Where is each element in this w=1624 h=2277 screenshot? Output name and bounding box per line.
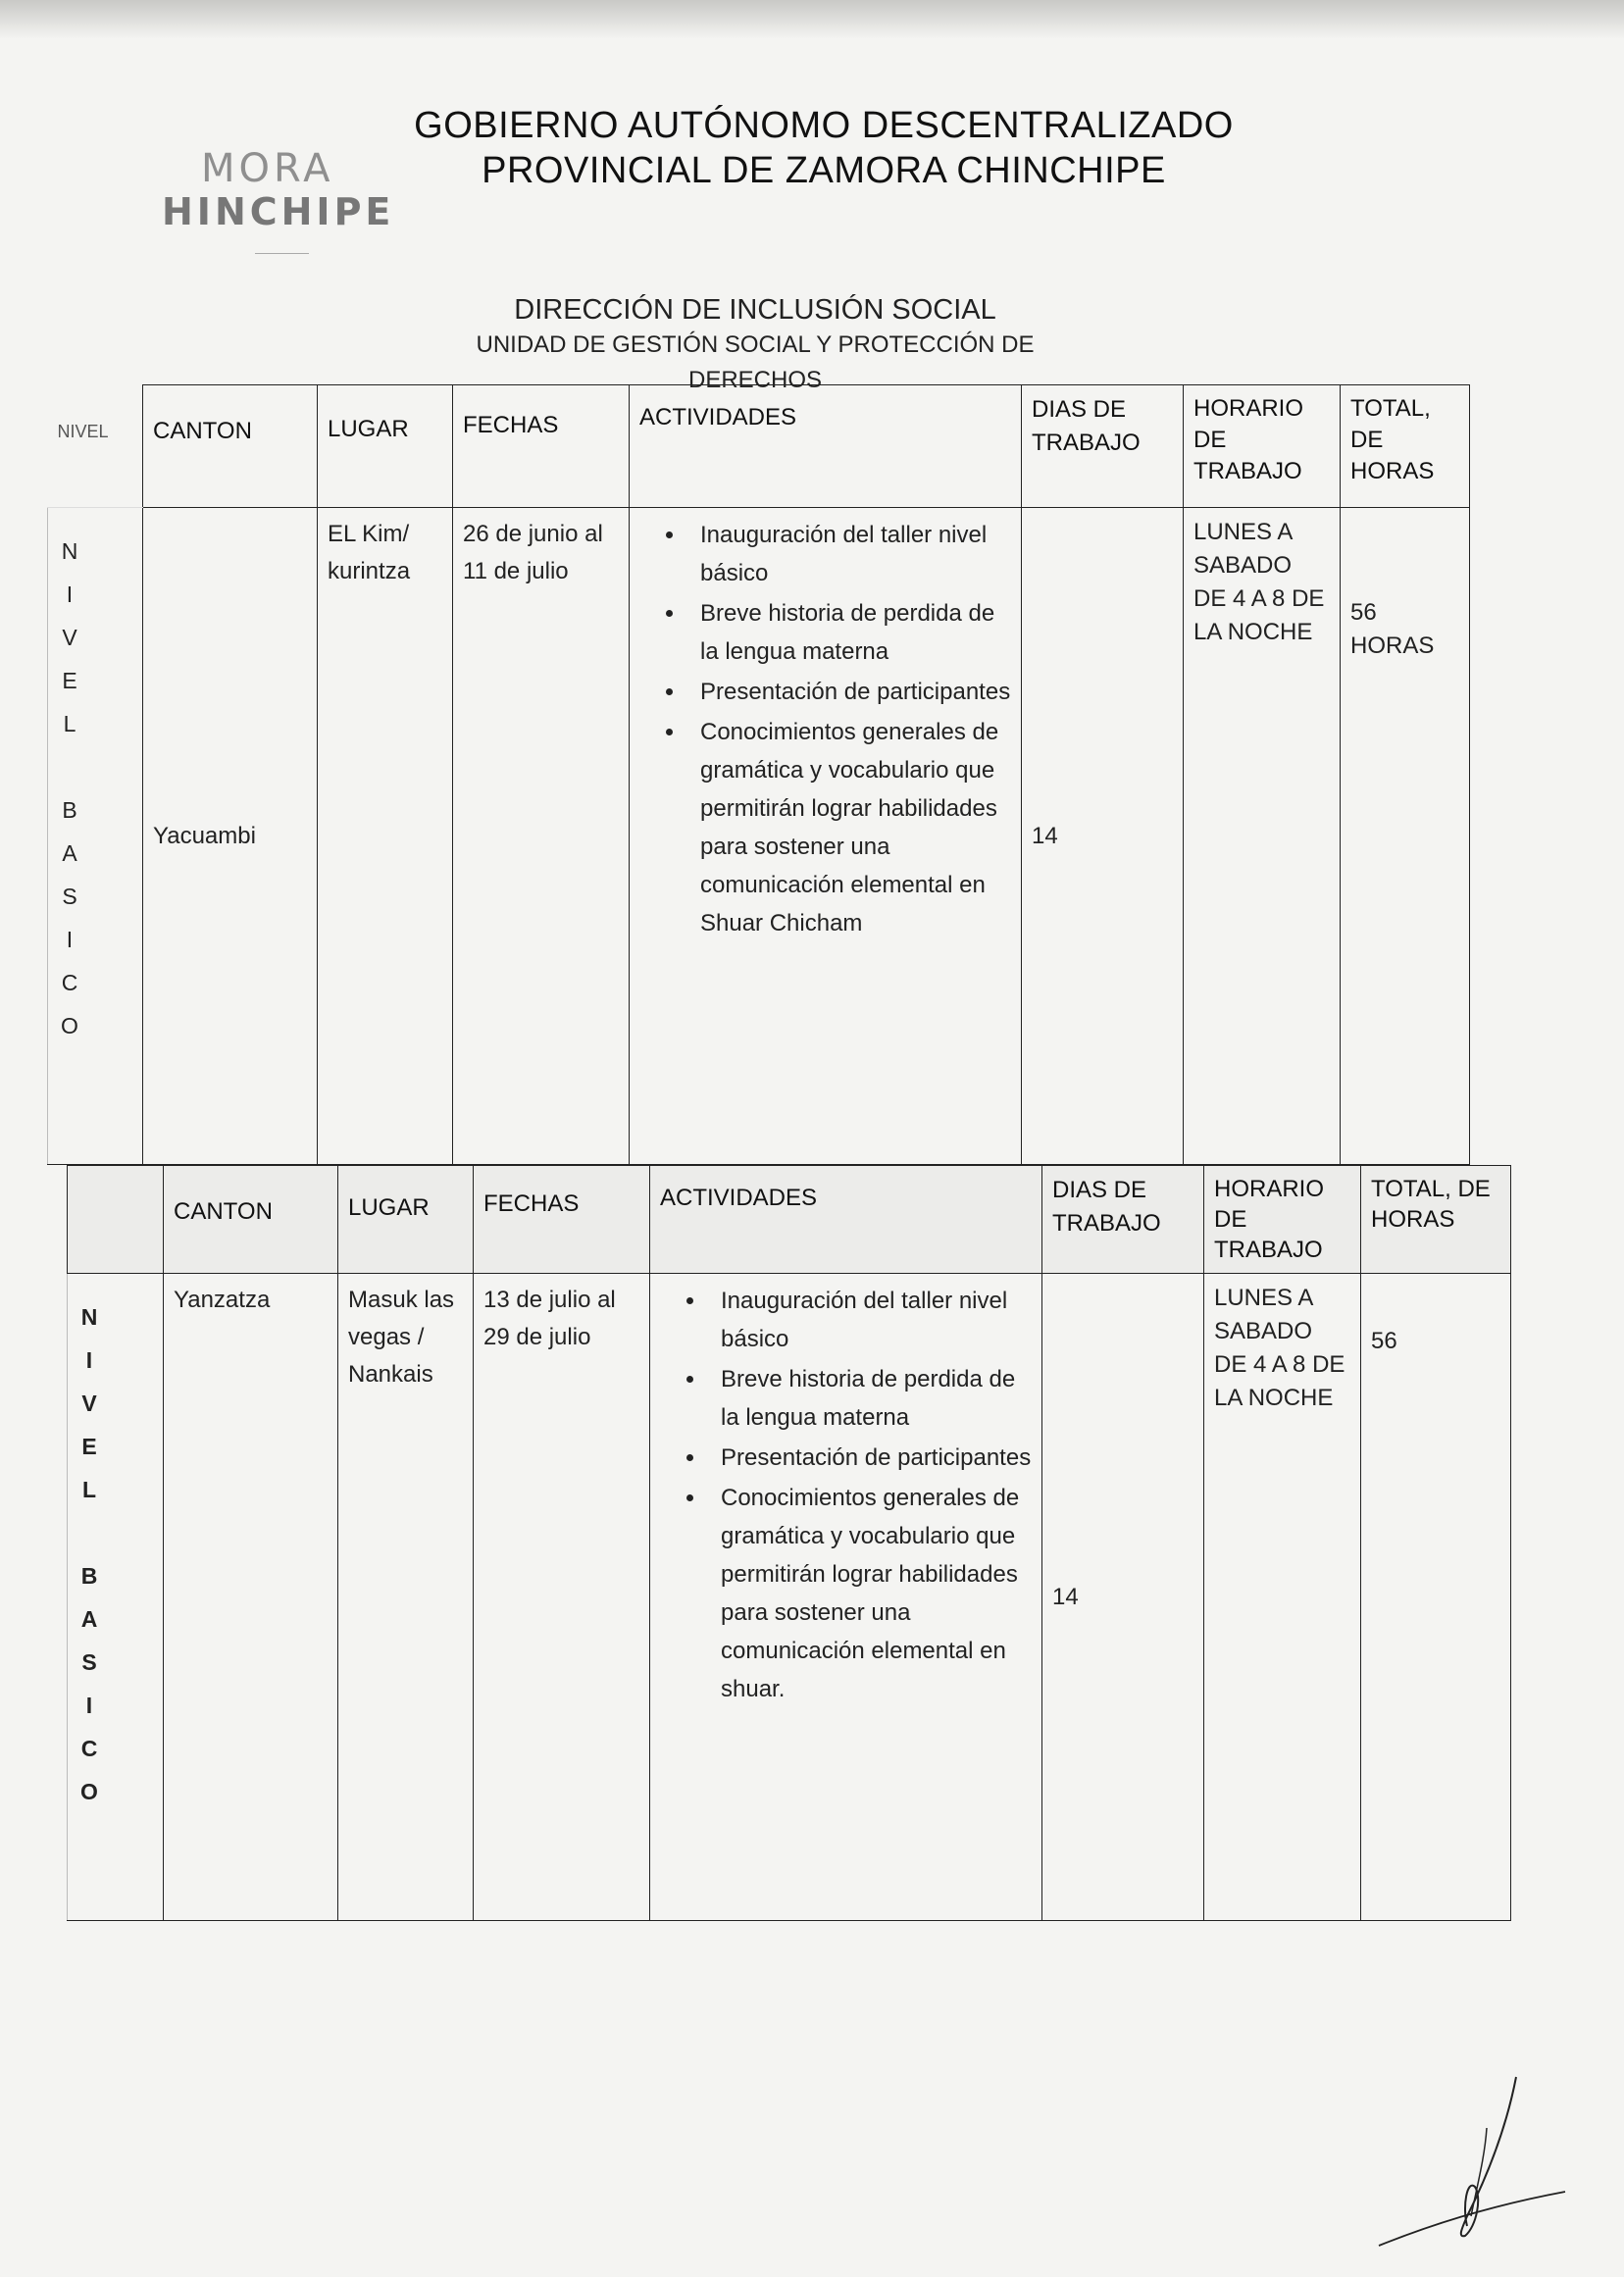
canton-cell: Yacuambi (143, 508, 318, 1165)
nivel-vertical-label (68, 1274, 164, 1921)
list-item: • Inauguración del taller nivel básico (707, 1282, 1032, 1358)
actividades-cell (630, 508, 1022, 1165)
fechas-cell: 26 de junio al 11 de julio (453, 508, 630, 1165)
nivel-letter: V (81, 1391, 97, 1416)
horario-cell: LUNES A SABADO DE 4 A 8 DE LA NOCHE (1184, 508, 1341, 1165)
nivel-letter: I (66, 927, 74, 952)
nivel-letters (77, 1282, 101, 1813)
scan-top-shadow (0, 0, 1624, 39)
canton-cell: Yanzatza (164, 1274, 338, 1921)
document-title (333, 103, 1314, 193)
title-line2: PROVINCIAL DE ZAMORA CHINCHIPE (482, 150, 1166, 191)
schedule-table-yacuambi (47, 384, 1470, 1165)
title-line1: GOBIERNO AUTÓNOMO DESCENTRALIZADO (414, 105, 1234, 146)
schedule-table-yanzatza (67, 1165, 1511, 1921)
list-item: • Breve historia de perdida de la lengua materna (707, 1360, 1032, 1437)
nivel-letter: S (81, 1649, 97, 1675)
header-actividades: ACTIVIDADES (630, 385, 1022, 508)
subtitle-line2: UNIDAD DE GESTIÓN SOCIAL Y PROTECCIÓN DE DERECHOS (476, 331, 1035, 393)
list-item: • Conocimientos generales de gramática y vocabulario que permitirán lograr habilidades para sostener una comunicación elemental en Shuar Chicham (686, 713, 1011, 942)
header-horario-trabajo: HORARIO DE TRABAJO (1184, 385, 1341, 508)
dias-cell: 14 (1042, 1274, 1204, 1921)
scan-footer-residue (137, 2224, 1353, 2244)
list-item: • Presentación de participantes (686, 673, 1011, 711)
header-nivel: NIVEL (48, 385, 143, 508)
nivel-letter: E (81, 1434, 97, 1459)
actividades-list (660, 1282, 1032, 1708)
total-cell: 56 HORAS (1341, 508, 1470, 1165)
lugar-cell: EL Kim/ kurintza (318, 508, 453, 1165)
nivel-letter: I (66, 582, 74, 607)
header-lugar: LUGAR (338, 1166, 474, 1274)
nivel-letter: A (80, 1606, 98, 1632)
header-lugar: LUGAR (318, 385, 453, 508)
nivel-letters (58, 516, 81, 1047)
nivel-letter: O (61, 1013, 78, 1038)
nivel-letter: B (62, 797, 77, 823)
nivel-letter: B (80, 1563, 98, 1589)
department-heading (431, 292, 1079, 398)
header-fechas: FECHAS (474, 1166, 650, 1274)
nivel-letter (58, 745, 81, 788)
list-item: • Breve historia de perdida de la lengua materna (686, 594, 1011, 671)
logo-text-line1: MORA (201, 146, 334, 191)
nivel-letter: A (62, 840, 77, 866)
header-canton: CANTON (143, 385, 318, 508)
nivel-letter: I (85, 1693, 93, 1718)
list-item: • Conocimientos generales de gramática y vocabulario que permitirán lograr habilidades para sostener una comunicación elemental en shuar. (707, 1479, 1032, 1708)
nivel-letter: L (81, 1477, 97, 1502)
actividades-list (639, 516, 1011, 942)
nivel-letter: C (61, 970, 78, 995)
header-dias-trabajo: DIAS DE TRABAJO (1042, 1166, 1204, 1274)
table-header-row (68, 1166, 1511, 1274)
nivel-letter: O (80, 1779, 98, 1804)
header-total-horas: TOTAL, DE HORAS (1361, 1166, 1511, 1274)
table-row (68, 1274, 1511, 1921)
list-item: • Presentación de participantes (707, 1439, 1032, 1477)
logo-rule (255, 253, 309, 254)
nivel-letter: I (85, 1347, 93, 1373)
nivel-letter: E (62, 668, 77, 693)
nivel-vertical-label (48, 508, 143, 1165)
header-nivel-empty (68, 1166, 164, 1274)
total-cell: 56 (1361, 1274, 1511, 1921)
nivel-letter: V (62, 625, 77, 650)
actividades-cell (650, 1274, 1042, 1921)
list-item: • Inauguración del taller nivel básico (686, 516, 1011, 592)
nivel-letter: C (80, 1736, 98, 1761)
header-horario-trabajo: HORARIO DE TRABAJO (1204, 1166, 1361, 1274)
table-row (48, 508, 1470, 1165)
header-fechas: FECHAS (453, 385, 630, 508)
header-dias-trabajo: DIAS DE TRABAJO (1022, 385, 1184, 508)
table-header-row (48, 385, 1470, 508)
handwritten-signature (1369, 2069, 1585, 2265)
nivel-letter: N (61, 538, 78, 564)
subtitle-line1: DIRECCIÓN DE INCLUSIÓN SOCIAL (514, 294, 996, 326)
nivel-letter: S (62, 884, 77, 909)
lugar-cell: Masuk las vegas / Nankais (338, 1274, 474, 1921)
header-total-horas: TOTAL, DE HORAS (1341, 385, 1470, 508)
logo-text-line2: HINCHIPE (162, 190, 395, 233)
nivel-letter: L (63, 711, 76, 736)
nivel-letter: N (80, 1304, 98, 1330)
nivel-letter (77, 1511, 101, 1554)
horario-cell: LUNES A SABADO DE 4 A 8 DE LA NOCHE (1204, 1274, 1361, 1921)
fechas-cell: 13 de julio al 29 de julio (474, 1274, 650, 1921)
dias-cell: 14 (1022, 508, 1184, 1165)
header-actividades: ACTIVIDADES (650, 1166, 1042, 1274)
header-canton: CANTON (164, 1166, 338, 1274)
